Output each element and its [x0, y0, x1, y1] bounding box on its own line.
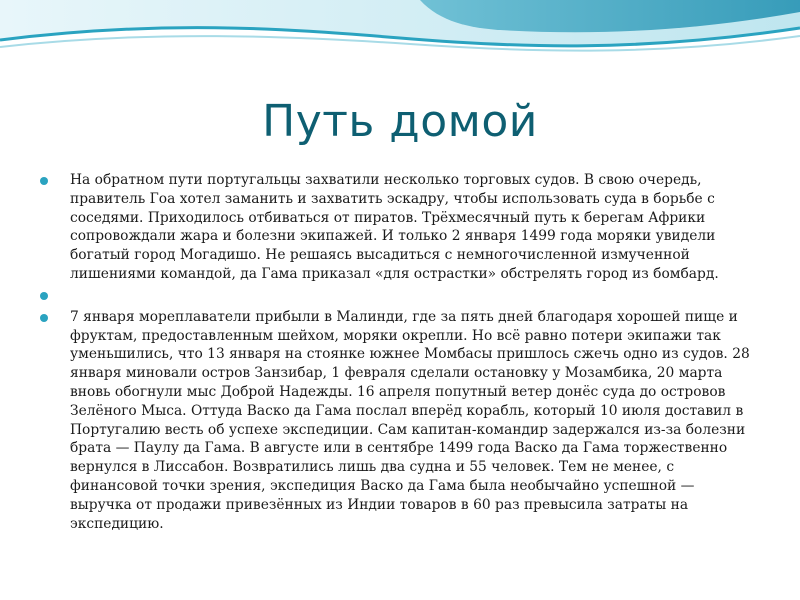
bullet-item [40, 171, 755, 284]
slide-title: Путь домой [262, 96, 538, 147]
decorative-wave-header [0, 0, 800, 70]
bullet-text: 7 января мореплаватели прибыли в Малинди, где за пять дней благодаря хорошей пище и фруктам, предоставленным шейхом, моряки окрепли. Но всё равно потери экипажи так уменьшились, что 13 января на стоянке южнее Момбасы пришлось сжечь одно из судов. 28 января миновали остров Занзибар, 1 февраля сделали остановку у Мозамбика, 20 марта вновь обогнули мыс Доброй Надежды. 16 апреля попутный ветер донёс суда до островов Зелёного Мыса. Оттуда Васко да Гама послал вперёд корабль, который 10 июля доставил в Португалию весть об успехе экспедиции. Сам капитан-командир задержался из-за болезни брата — Паулу да Гама. В августе или в сентябре 1499 года Васко да Гама торжественно вернулся в Лиссабон. Возвратились лишь два судна и 55 человек. Тем не менее, с финансовой точки зрения, экспедиция Васко да Гама была необычайно успешной — выручка от продажи привезённых из Индии товаров в 60 раз превысила затраты на экспедицию. [70, 308, 750, 532]
bullet-icon [40, 292, 48, 300]
bullet-icon [40, 314, 48, 322]
bullet-text: На обратном пути португальцы захватили несколько торговых судов. В свою очередь, правитель Гоа хотел заманить и захватить эскадру, чтобы использовать суда в борьбе с соседями. Приходилось отбиваться от пиратов. Трёхмесячный путь к берегам Африки сопровождали жара и болезни экипажей. И только 2 января 1499 года моряки увидели богатый город Могадишо. Не решаясь высадиться с немногочисленной измученной лишениями командой, да Гама приказал «для острастки» обстрелять город из бомбард. [70, 172, 719, 282]
bullet-icon [40, 177, 48, 185]
bullet-item-empty [40, 286, 755, 308]
bullet-item [40, 308, 755, 534]
bullet-list [40, 171, 755, 533]
